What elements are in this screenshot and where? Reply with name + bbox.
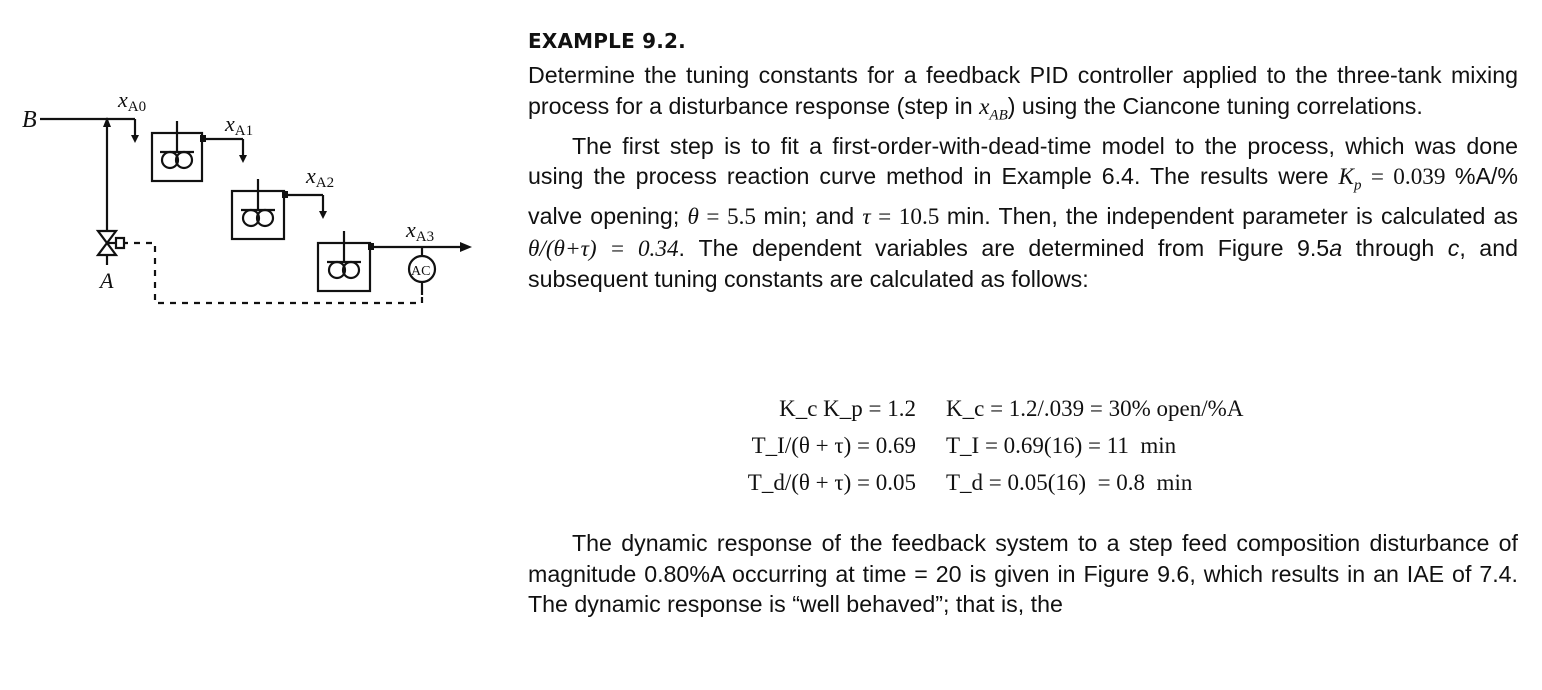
equation-right-3: T_d = 0.05(16) = 0.8 min — [946, 470, 1193, 495]
label-a: A — [100, 268, 114, 293]
control-valve — [98, 231, 124, 255]
label-xa1: xA1 — [225, 111, 254, 139]
controller-label: AC — [411, 264, 431, 279]
equation-left-1: K_c K_p = 1.2 — [779, 396, 916, 421]
tuning-equations — [528, 394, 1518, 498]
label-xa3: xA3 — [406, 217, 435, 245]
label-xa0: xA0 — [118, 87, 147, 115]
three-tank-mixing-diagram — [20, 55, 490, 315]
label-b: B — [22, 107, 37, 133]
paragraph-2: The first step is to fit a first-order-with-dead-time model to the process, which was done using the process reaction curve method in Example 6.4. The results were $K_p = 0.039$ %A/% valve opening; θ = 5.5 min; and τ = 10.5 min. Then, the independent parameter is calculated as θ/(θ+τ) = 0.34. The dependent variables are determined from Figure 9.5a through c, and subsequent tuning constants are calculated as follows: — [528, 132, 1519, 293]
equation-left-2: T_I/(θ + τ) = 0.69 — [751, 433, 916, 458]
label-xa2: xA2 — [306, 163, 335, 191]
paragraph-1: Determine the tuning constants for a feedback PID controller applied to the three-tank mixing process for a disturbance response (step in $x_{AB}$) using the Ciancone tuning correlations. — [528, 62, 1518, 124]
equation-left-3: T_d/(θ + τ) = 0.05 — [747, 470, 916, 495]
paragraph-3: The dynamic response of the feedback system to a step feed composition disturbance of magnitude 0.80%A occurring at time = 20 is given in Figure 9.6, which results in an IAE of 7.4. The dynamic response is “well behaved”; that is, the — [528, 530, 1518, 617]
example-heading: EXAMPLE 9.2. — [528, 29, 686, 53]
equation-right-2: T_I = 0.69(16) = 11 min — [946, 433, 1177, 458]
equation-right-1: K_c = 1.2/.039 = 30% open/%A — [946, 396, 1244, 421]
example-text — [528, 28, 1519, 617]
